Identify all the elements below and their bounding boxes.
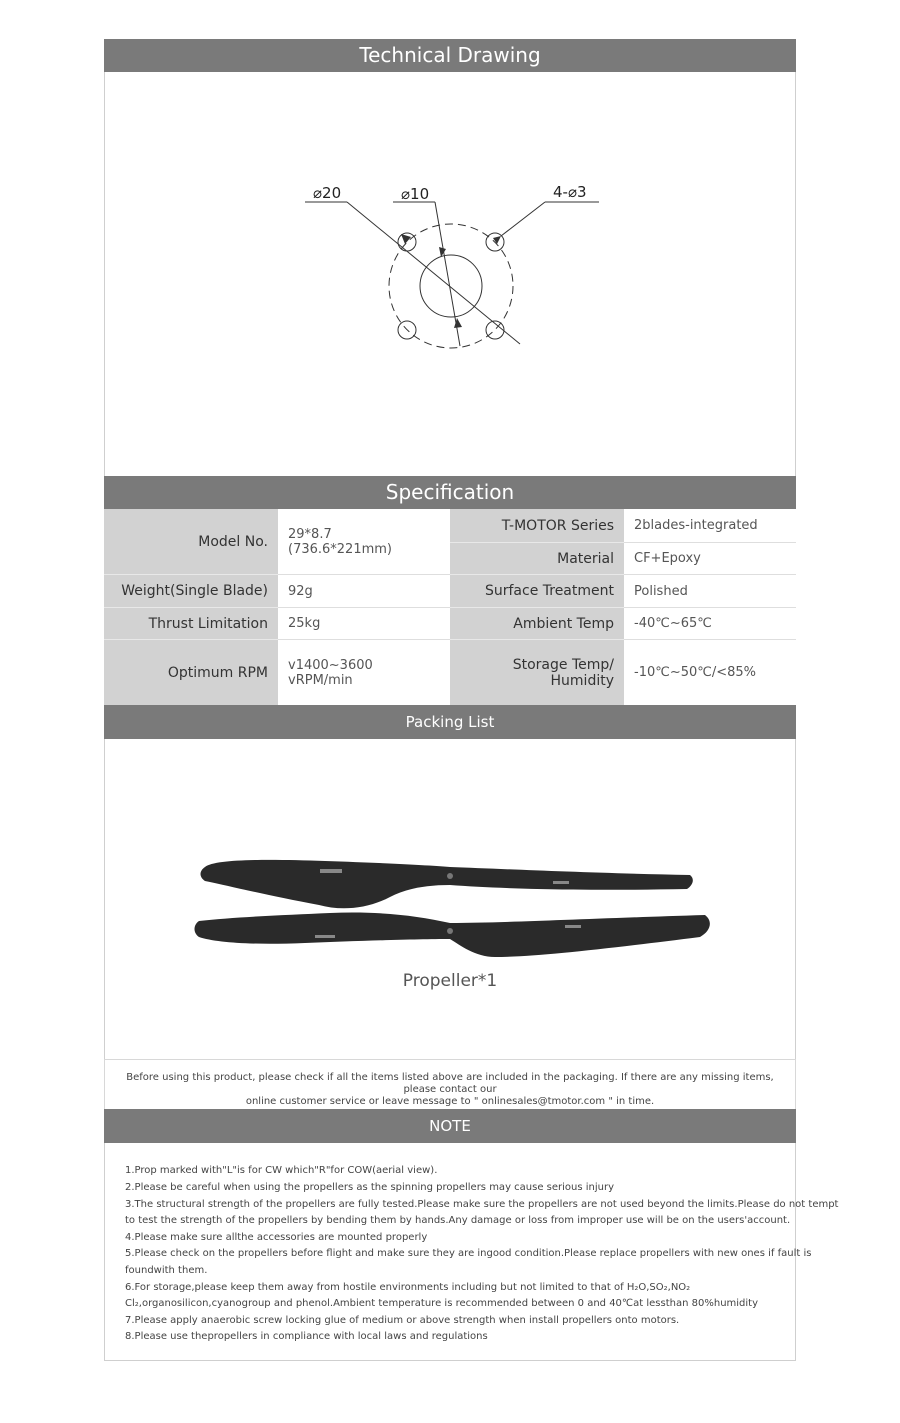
surface-label: Surface Treatment <box>450 575 624 608</box>
specification-table <box>104 509 796 705</box>
note-line: 8.Please use thepropellers in compliance with local laws and regulations <box>125 1331 488 1342</box>
material-label: Material <box>450 543 624 575</box>
series-value: 2blades-integrated <box>624 509 796 543</box>
rpm-label: Optimum RPM <box>104 640 278 705</box>
diameter-20-label: ⌀20 <box>313 184 342 202</box>
technical-drawing-header: Technical Drawing <box>104 39 796 72</box>
note-line: 3.The structural strength of the propellers are fully tested.Please make sure the propellers are not used beyond the limits.Please do not tempt <box>125 1199 839 1210</box>
ambient-label: Ambient Temp <box>450 608 624 640</box>
note-line: 5.Please check on the propellers before flight and make sure they are ingood condition.Please replace propellers with new ones if fault is <box>125 1248 812 1259</box>
note-header: NOTE <box>104 1109 796 1143</box>
packing-notice: Before using this product, please check if all the items listed above are included in the packaging. If there are any missing items, please contact our online customer service or leave message to " onlinesales@tmotor.com " in time. <box>104 1059 796 1109</box>
model-value: 29*8.7 (736.6*221mm) <box>278 509 450 575</box>
note-line: 1.Prop marked with"L"is for CW which"R"for COW(aerial view). <box>125 1165 438 1176</box>
surface-value: Polished <box>624 575 796 608</box>
note-line: foundwith them. <box>125 1265 208 1276</box>
thrust-value: 25kg <box>278 608 450 640</box>
storage-value: -10℃~50℃/<85% <box>624 640 796 705</box>
hub-drawing <box>105 72 795 476</box>
propeller-caption: Propeller*1 <box>402 971 498 991</box>
note-panel <box>104 1143 839 1361</box>
note-line: 7.Please apply anaerobic screw locking glue of medium or above strength when install propellers onto motors. <box>125 1315 680 1326</box>
diameter-10-label: ⌀10 <box>401 185 430 203</box>
note-line: to test the strength of the propellers by bending them by hands.Any damage or loss from improper use will be on the users'account. <box>125 1215 791 1226</box>
series-label: T-MOTOR Series <box>450 509 624 543</box>
note-line: 6.For storage,please keep them away from hostile environments including but not limited to that of H₂O,SO₂,NO₂ <box>125 1282 691 1293</box>
note-line: 4.Please make sure allthe accessories are mounted properly <box>125 1232 428 1243</box>
weight-label: Weight(Single Blade) <box>104 575 278 608</box>
packing-list-header: Packing List <box>104 705 796 739</box>
packing-list-panel <box>104 739 796 1059</box>
technical-drawing-panel <box>104 72 796 476</box>
propeller-image <box>105 789 795 989</box>
material-value: CF+Epoxy <box>624 543 796 575</box>
thrust-label: Thrust Limitation <box>104 608 278 640</box>
weight-value: 92g <box>278 575 450 608</box>
ambient-value: -40℃~65℃ <box>624 608 796 640</box>
holes-label: 4-⌀3 <box>553 183 587 201</box>
note-line: Cl₂,organosilicon,cyanogroup and phenol.Ambient temperature is recommended between 0 and 40℃at lessthan 80%humidity <box>125 1298 759 1309</box>
model-label: Model No. <box>104 509 278 575</box>
rpm-value: v1400~3600 vRPM/min <box>278 640 450 705</box>
storage-label: Storage Temp/ Humidity <box>450 640 624 705</box>
specification-header: Specification <box>104 476 796 509</box>
note-line: 2.Please be careful when using the propellers as the spinning propellers may cause serious injury <box>125 1182 615 1193</box>
